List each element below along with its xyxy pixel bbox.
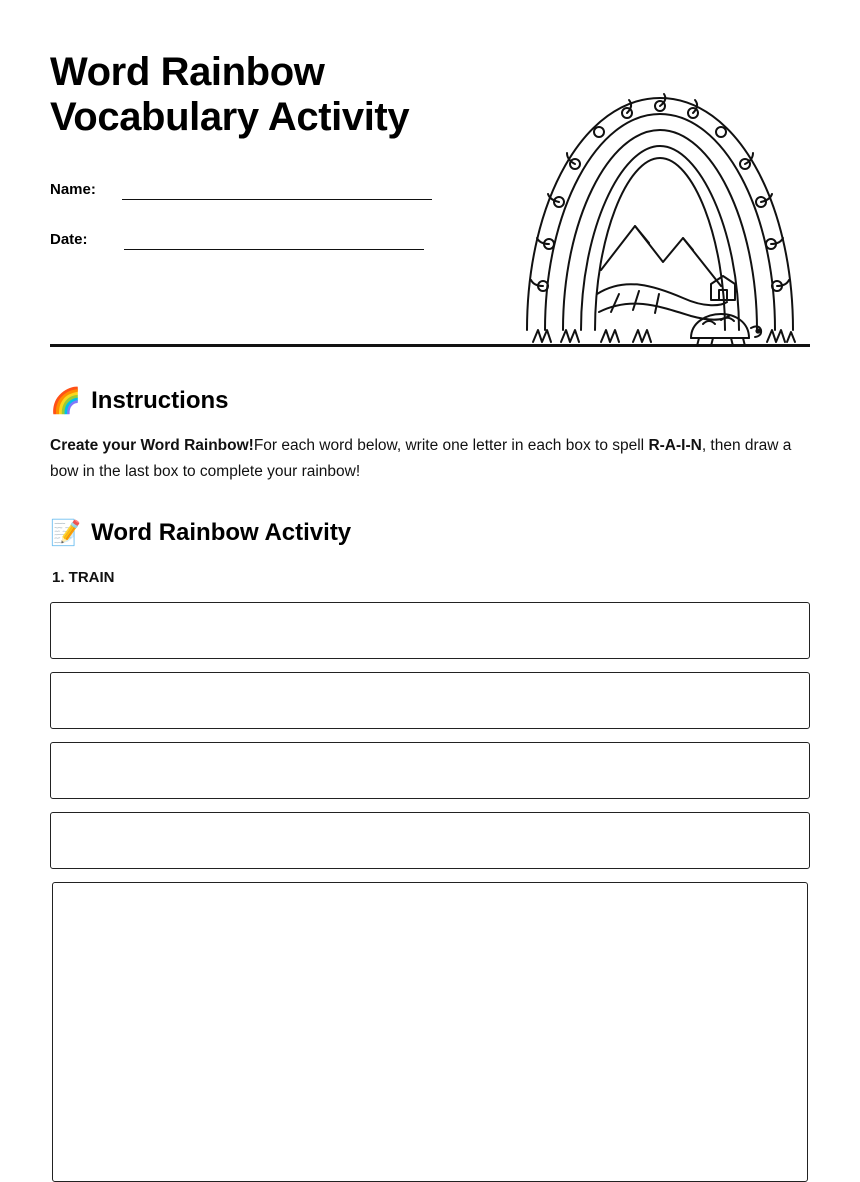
instructions-spelling: R-A-I-N [648,437,702,454]
instructions-body-part1: For each word below, write one letter in each box to spell [253,437,649,454]
date-field-row [50,224,480,250]
rainbow-icon: 🌈 [50,386,82,415]
name-field-label: Name: [50,180,96,198]
letter-box-1[interactable] [50,602,810,659]
rainbow-landscape-illustration [510,40,810,330]
activity-heading [50,519,810,547]
header-left-column [50,40,480,274]
letter-box-4[interactable] [50,812,810,869]
letter-box-2[interactable] [50,672,810,729]
instructions-heading [50,387,810,415]
instructions-heading-label: Instructions [91,387,229,414]
memo-icon: 📝 [50,518,82,547]
date-field-label: Date: [50,230,88,248]
instructions-body-part2: , then draw a bow in the last box to complete your rainbow! [50,437,792,481]
page-title: Word Rainbow Vocabulary Activity [50,50,410,139]
activity-item [50,569,810,1182]
instructions-text [50,433,810,485]
draw-bow-box[interactable] [52,882,808,1182]
letter-box-group [50,602,810,869]
letter-box-3[interactable] [50,742,810,799]
date-input[interactable] [124,232,424,250]
rainbow-landscape-icon [515,80,805,350]
worksheet-header [50,40,810,336]
name-field-row [50,174,480,200]
name-input[interactable] [122,182,432,200]
activity-heading-label: Word Rainbow Activity [91,519,352,547]
instructions-lead: Create your Word Rainbow! [50,437,254,454]
activity-item-label: 1. TRAIN [52,569,115,587]
